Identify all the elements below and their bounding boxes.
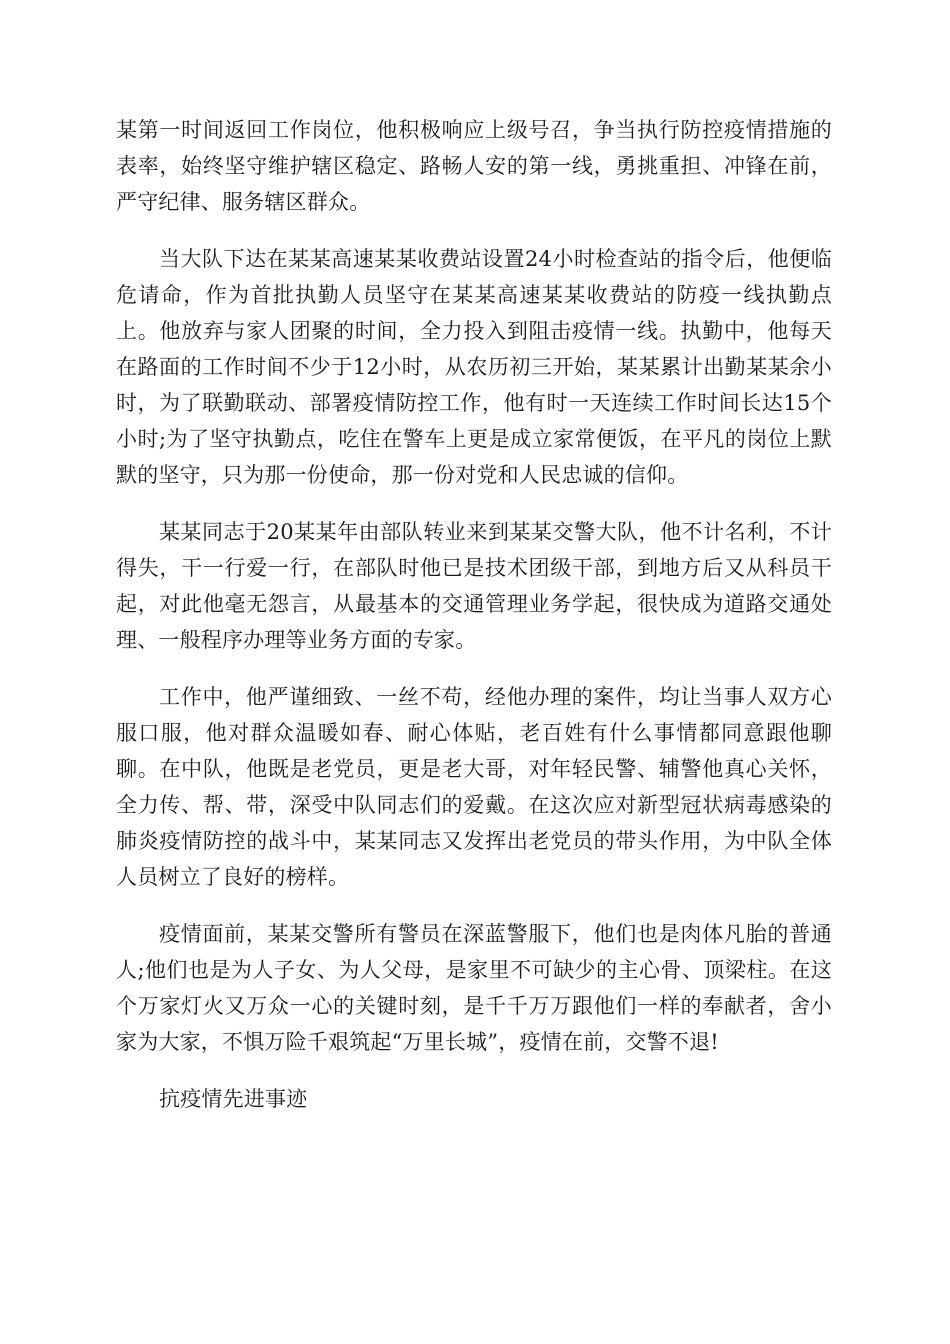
document-body bbox=[116, 112, 832, 1117]
paragraph-checkpoint-duty: 当大队下达在某某高速某某收费站设置24小时检查站的指令后，他便临危请命，作为首批执勤人员坚守在某某高速某某收费站的防疫一线执勤点上。他放弃与家人团聚的时间，全力投入到阻击疫情一线。执勤中，他每天在路面的工作时间不少于12小时，从农历初三开始，某某累计出勤某某余小时，为了联勤联动、部署疫情防控工作，他有时一天连续工作时间长达15个小时;为了坚守执勤点，吃住在警车上更是成立家常便饭，在平凡的岗位上默默的坚守，只为那一份使命，那一份对党和人民忠诚的信仰。 bbox=[116, 247, 832, 487]
paragraph-conclusion: 疫情面前，某某交警所有警员在深蓝警服下，他们也是肉体凡胎的普通人;他们也是为人子女、为人父母，是家里不可缺少的主心骨、顶梁柱。在这个万家灯火又万众一心的关键时刻，是千千万万跟他们一样的奉献者，舍小家为大家，不惧万险千艰筑起“万里长城”，疫情在前，交警不退! bbox=[116, 922, 832, 1054]
paragraph-continued: 某第一时间返回工作岗位，他积极响应上级号召，争当执行防控疫情措施的表率，始终坚守维护辖区稳定、路畅人安的第一线，勇挑重担、冲锋在前，严守纪律、服务辖区群众。 bbox=[116, 118, 832, 214]
section-heading: 抗疫情先进事迹 bbox=[159, 1087, 308, 1111]
paragraph-background: 某某同志于20某某年由部队转业来到某某交警大队，他不计名利，不计得失，干一行爱一行，在部队时他已是技术团级干部，到地方后又从科员干起，对此他毫无怨言，从最基本的交通管理业务学起，很快成为道路交通处理、一般程序办理等业务方面的专家。 bbox=[116, 520, 832, 652]
paragraph-work-attitude: 工作中，他严谨细致、一丝不苟，经他办理的案件，均让当事人双方心服口服，他对群众温暖如春、耐心体贴，老百姓有什么事情都同意跟他聊聊。在中队，他既是老党员，更是老大哥，对年轻民警、辅警他真心关怀，全力传、帮、带，深受中队同志们的爱戴。在这次应对新型冠状病毒感染的肺炎疫情防控的战斗中，某某同志又发挥出老党员的带头作用，为中队全体人员树立了良好的榜样。 bbox=[116, 685, 832, 889]
